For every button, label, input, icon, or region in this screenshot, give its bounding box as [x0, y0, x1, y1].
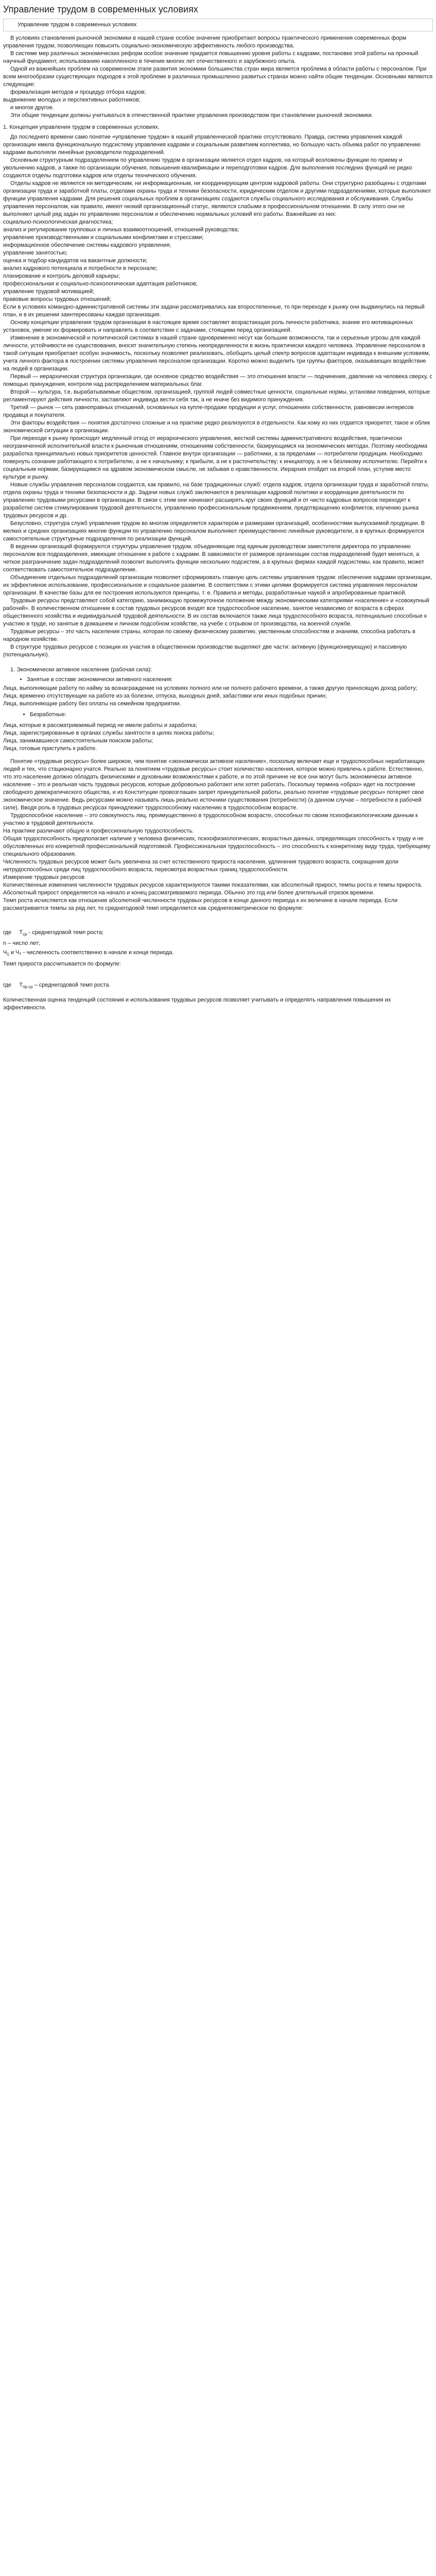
paragraph: Первый — иерархическая структура организации, где основное средство воздействия — это отношения власти — подчинения, давление на человека сверху, с помощью принуждения, контроля над распределением материальных благ.	[3, 374, 432, 387]
subtitle-text: Управление трудом в современных условиях	[18, 22, 137, 28]
paragraph: Измерение трудовых ресурсов	[3, 874, 85, 880]
employed-paragraphs	[3, 685, 433, 708]
paragraph: В системе мер различных экономических реформ особое значение придается повышению уровня работы с кадрами, постановке этой работы на прочный научный фундамент, использованию накопленного в течение многих лет отечественного и зарубежного опыта.	[3, 50, 418, 64]
paragraph: Новые службы управления персоналом создаются, как правило, на базе традиционных служб: отдела кадров, отдела организации труда и заработной платы, отдела охраны труда и техники безопасности и др. Задачи новых служб заключаются в реализации кадровой политики и координации деятельности по управлению трудовыми ресурсами в организации. В связи с этим они начинают расширять круг своих функций и от чисто кадровых вопросов переходят к разработке систем стимулирования трудовой деятельности, управлению профессиональным продвижением, предотвращению конфликтов, изучению рынка трудовых ресурсов и др.	[3, 482, 429, 519]
paragraph: социально-психологическая диагностика;	[3, 219, 113, 225]
article-paragraphs	[3, 35, 433, 659]
paragraph: Трудоспособное население – это совокупность лиц, преимущественно в трудоспособном возрасте, способных по своим психофизиологическим данным к участию в трудовой деятельности.	[3, 812, 418, 826]
formula-line-1: где $T_{ср}$ - среднегодовой темп роста;	[3, 929, 104, 937]
section-heading: 1. Концепция управления трудом в современных условиях.	[3, 124, 160, 130]
paragraph: При переходе к рынку происходит медленный отход от иерархического управления, жесткой системы административного воздействия, практически неограниченной исполнительной власти к рыночным отношениям, отношениям собственности, базирующимся на экономических методах. Поэтому необходима разработка принципиально новых приоритетов ценностей. Главное внутри организации — работники, а за пределами — потребители продукции. Необходимо повернуть сознание работающего к потребителю, а не к начальнику; к прибыли, а не к расточительству; к инициатору, а не к безликому исполнителю. Перейти к социальным нормам, базирующимся на здравом экономическом смысле, не забывая о нравственности. Иерархия отойдет на второй план, уступив место культуре и рынку.	[3, 435, 428, 480]
labor-resources-paragraphs	[3, 758, 433, 912]
paragraph: Основу концепции управления трудом организации в настоящее время составляет возрастающая роль личности работника, знание его мотивационных установок, умение их формировать и направлять в соответствии с задачами, стоящими перед организацией.	[3, 319, 413, 333]
paragraph: Лица, которые в рассматриваемый период не имели работы и заработка;	[3, 722, 197, 728]
paragraph: Эти факторы воздействия — понятия достаточно сложные и на практике редко реализуются в отдельности. Как кому из них отдается приоритет, такое и облик экономической ситуации в организации.	[3, 420, 430, 434]
list-item: • Занятые в составе экономически активного населения:	[27, 676, 433, 684]
paragraph: и многое другое.	[10, 105, 54, 111]
paragraph: Одной из важнейших проблем на современном этапе развития экономики большинства стран мира является проблема в области работы с персоналом. При всем многообразии существующих подходов к этой проблеме в различных промышленно развитых странах можно найти общие тенденции. Основными являются следующие:	[3, 66, 433, 88]
paragraph: Количественные изменения численности трудовых ресурсов характеризуются такими показателями, как абсолютный прирост, темпы роста и темпы прироста.	[3, 882, 423, 888]
paragraph: Если в условиях командно-административной системы эти задачи рассматривались как второстепенные, то при переходе к рынку они выдвинулись на первый план, и в их решении заинтересованы каждая организация.	[3, 304, 425, 318]
section-heading: Экономически активное население (рабочая сила):	[16, 667, 152, 673]
paragraph: Трудовые ресурсы представляют собой категорию, занимающую промежуточное положение между экономическими категориями «население» и «совокупный рабочий». В количественном отношении в состав трудовых ресурсов входят все трудоспособное население, занятое независимо от возраста в сферах общественного хозяйства и индивидуальной трудовой деятельности. В их состав включается также лица трудоспособного возраста, потенциально способные к участию в труде, но занятые в домашнем и личном подсобном хозяйстве, на учебе с отрывом от производства, на военной службе.	[3, 598, 429, 627]
unemployed-section	[3, 711, 433, 719]
paragraph: Трудовые ресурсы – это часть населения страны, которая по своему физическому развитию, умственным способностям и знаниям, способна работать в народном хозяйстве.	[3, 629, 415, 642]
paragraph: Второй — культура, т.е, вырабатываемые обществом, организацией, группой людей совместные ценности, социальные нормы, установки поведения, которые регламентируют действия личности, заставляют индивида вести себя так, а не иначе без видимого принуждения.	[3, 389, 430, 403]
section-bullets	[21, 676, 433, 684]
paragraph: Лица, готовые приступить к работе.	[3, 745, 97, 752]
paragraph: Лица, выполняющие работу по найму за вознаграждение на условиях полного или не полного рабочего времени, а также другую приносящую доход работу;	[3, 685, 417, 691]
paragraph: профессиональная и социально-психологическая адаптация работников;	[3, 281, 198, 287]
paragraph: планирование и контроль деловой карьеры;	[3, 273, 120, 279]
paragraph: Темп прироста рассчитывается по формуле:	[3, 961, 121, 968]
economically-active-section	[3, 666, 433, 684]
paragraph: Количественная оценка тенденций состояния и использования трудовых ресурсов позволяет учитывать и определять направления повышения их эффективности.	[3, 996, 391, 1011]
paragraph: Темп роста исчисляется как отношение абсолютной численности трудовых ресурсов в конце данного периода к их величине в начале периода. Если рассматривается темпы за ряд лет, то среднегодовой темп определяется как среднегеометрическое по формуле:	[3, 897, 398, 911]
conclusion-paragraphs	[3, 996, 433, 1012]
paragraph: анализ и регулирование групповых и личных взаимоотношений, отношений руководства;	[3, 227, 239, 233]
section-number: 1.	[10, 667, 15, 673]
formula-line-3: $Ч_1$ и Ч₂ - численность соответственно в начале и конце периода.	[3, 950, 174, 957]
page	[0, 0, 436, 1012]
paragraph: Изменение в экономической и политической системах в нашей стране одновременно несут как большие возможности, так и серьезные угрозы для каждой личности, устойчивости ее существования, вносят значительную степень неопределенности в жизнь практически каждого человека. Управление персоналом в такой ситуации приобретает особую значимость, поскольку позволяет реализовать, обобщить целый спектр вопросов адаптации индивида к внешним условиям, учета личного фактора в построении системы управления персоналом организации. Коротко можно выделить три группы факторов, оказывающих воздействие на людей в организации.	[3, 335, 430, 372]
paragraph: Численность трудовых ресурсов может быть увеличена за счет естественного прироста населения, удлинения трудового возраста, сокращения доли нетрудоспособных среди лиц трудоспособного возраста, пересмотра возрастных границ трудоспособности.	[3, 859, 398, 873]
formula2-line: где $T_{пр.ср}$ – среднегодовой темп роста.	[3, 982, 111, 990]
unemployed-paragraphs	[3, 722, 433, 753]
paragraph: управление трудовой мотивацией;	[3, 289, 95, 295]
paragraph: Основным структурным подразделением по управлению трудом в организации является отдел кадров, на который возложены функции по приему и увольнению кадров, а также по организации обучения, повышения квалификации и переподготовки кадров. Для выполнения последних функций не редко создаются отделы подготовки кадров или отделы технического обучения.	[3, 157, 412, 179]
unemployed-heading: • Безработные:	[30, 711, 433, 719]
article-body	[3, 35, 433, 1012]
paragraph: В структуре трудовых ресурсов с позиции их участия в общественном производстве выделяют две части: активную (функционирующую) и пассивную (потенциальную).	[3, 644, 407, 658]
subtitle-box	[3, 19, 433, 31]
paragraph: Эти общие тенденции должны учитываться в отечественной практике управления производством при становлении рыночной экономики.	[10, 112, 373, 118]
paragraph: анализ кадрового потенциала и потребности в персонале;	[3, 265, 158, 272]
paragraph: Лица, временно отсутствующие на работе из-за болезни, отпуска, выходных дней, забастовки или иных подобных причин;	[3, 693, 327, 699]
paragraph: управление производственными и социальными конфликтами и стрессами;	[3, 234, 204, 241]
paragraph: Понятие «трудовые ресурсы» более широкое, чем понятие «экономически активное население», поскольку включает еще и трудоспособных неработающих людей и тех, что стационарно учатся. Реально за понятием «трудовые ресурсы» стоит количество населения, которое можно привлечь к работе. Естественно, что это население должно обладать физическими и духовными возможностями к работе, и по этой причине не все они могут быть экономически активное население – это и реальная часть трудовых ресурсов, которые добровольно работают или хотят работать. Поскольку термина «образ» идет на построение свободного демократического общества, и из Конституции провозглашен запрет принудительной работы, реально понятие «трудовые ресурсы» потеряет свое экономическое значение. Ведь ресурсами можно называть лишь реально источники существования (потребности) (а данном случае – потребности в рабочей силе). Вводя роль в трудовых ресурсах принадлежит трудоспособному населению в трудоспособном возрасте.	[3, 758, 425, 811]
paragraph: Объединение отдельных подразделений организации позволяет сформировать главную цель системы управления трудом: обеспечение кадрами организации, их эффективное использование, профессиональное и социальное развитие. В соответствии с этими целями формируется система управления персоналом организации. В качестве базы для ее построения используются принципы, т. е. Правила и методы, разработанные наукой и апробированные практикой.	[3, 574, 432, 596]
paragraph: На практике различают общую и профессиональную трудоспособность.	[3, 828, 194, 834]
paragraph: оценка и подбор кандидатов на вакантные должности;	[3, 258, 148, 264]
paragraph: выдвижение молодых и перспективных работников;	[3, 97, 141, 103]
paragraph: Лица, зарегистрированные в органах службы занятости в целях поиска работы;	[3, 730, 214, 736]
growth-paragraphs	[3, 960, 433, 968]
paragraph: Отделы кадров не являются ни методическим, ни информационным, ни координирующим центром кадровой работы. Они структурно разобщены с отделами организации труда и заработной платы, отделами охраны труда и техники безопасности, юридическим отделом и другими подразделениями, которые выполняют функции управления кадрами. Для решения социальных проблем в организациях создаются службы социального исследования и обслуживания. Службы управления персоналом, как правило, имеют низкий организационный статус, являются слабыми в профессиональном отношении. В силу этого они не выполняют целый ряд задач по управлению персоналом и обеспечению нормальных условий его работы. Важнейшие из них:	[3, 180, 431, 217]
paragraph: До последнего времени само понятие «управление трудом» в нашей управленческой практике отсутствовало. Правда, система управления каждой организации имела функциональную подсистему управления кадрами и социальным развитием коллектива, но большую часть объема работ по управлению кадрами выполняли линейные руководители подразделений.	[3, 134, 421, 156]
formula-legend	[3, 929, 433, 958]
paragraph: правовые вопросы трудовых отношений;	[3, 296, 111, 302]
paragraph: Лица, выполняющие работу без оплаты на семейном предприятии.	[3, 701, 181, 707]
formula-line-2: n – число лет;	[3, 940, 40, 947]
paragraph: управление занятостью;	[3, 250, 68, 256]
paragraph: Общая трудоспособность предполагает наличие у человека физических, психофизиологических, возрастных данных, определяющих способность к труду и не обусловленных его конкретной профессиональной подготовкой. Профессиональная трудоспособность – это способность к конкретному виду труда, требующему специального образования.	[3, 836, 431, 857]
paragraph: информационное обеспечение системы кадрового управления;	[3, 242, 171, 248]
paragraph: Абсолютный прирост определяется на начало и конец рассматриваемого периода. Обычно это год или более длительный отрезок времени.	[3, 890, 375, 896]
paragraph: В условиях становления рыночной экономики в нашей стране особое значение приобретают вопросы практического применения современных форм управления трудом, позволяющих повысить социально-экономическую эффективность любого производства.	[3, 35, 407, 49]
paragraph: Лица, занимавшиеся самостоятельным поиском работы;	[3, 738, 153, 744]
paragraph: В ведении организаций формируются структуры управления трудом, объединяющие под единым руководством заместителя директора по управлению персоналом все подразделения, имеющие отношение к работе с кадрами. В зависимости от размеров организации состав подразделений будет меняться, а четкое разграничение задач подразделений позволит выполнять функции нескольких подсистем, а в крупных фирмах каждой подсистемы, как правило, может соответствовать самостоятельное подразделение.	[3, 544, 424, 573]
paragraph: формализация методов и процедур отбора кадров;	[10, 89, 146, 95]
paragraph: Третий — рынок — сеть равноправных отношений, основанных на купле-продаже продукции и услуг, отношениях собственности, равновесии интересов продавца и покупателя.	[3, 404, 414, 418]
page-title: Управление трудом в современных условиях	[3, 4, 198, 14]
paragraph: Безусловно, структура служб управления трудом во многом определяется характером и размерами организаций, особенностями выпускаемой продукции. В мелких и средних организациях многие функции по управлению персоналом выполняют преимущественно линейные руководители, а в крупных формируются самостоятельные структурные подразделения по реализации функций.	[3, 520, 425, 542]
